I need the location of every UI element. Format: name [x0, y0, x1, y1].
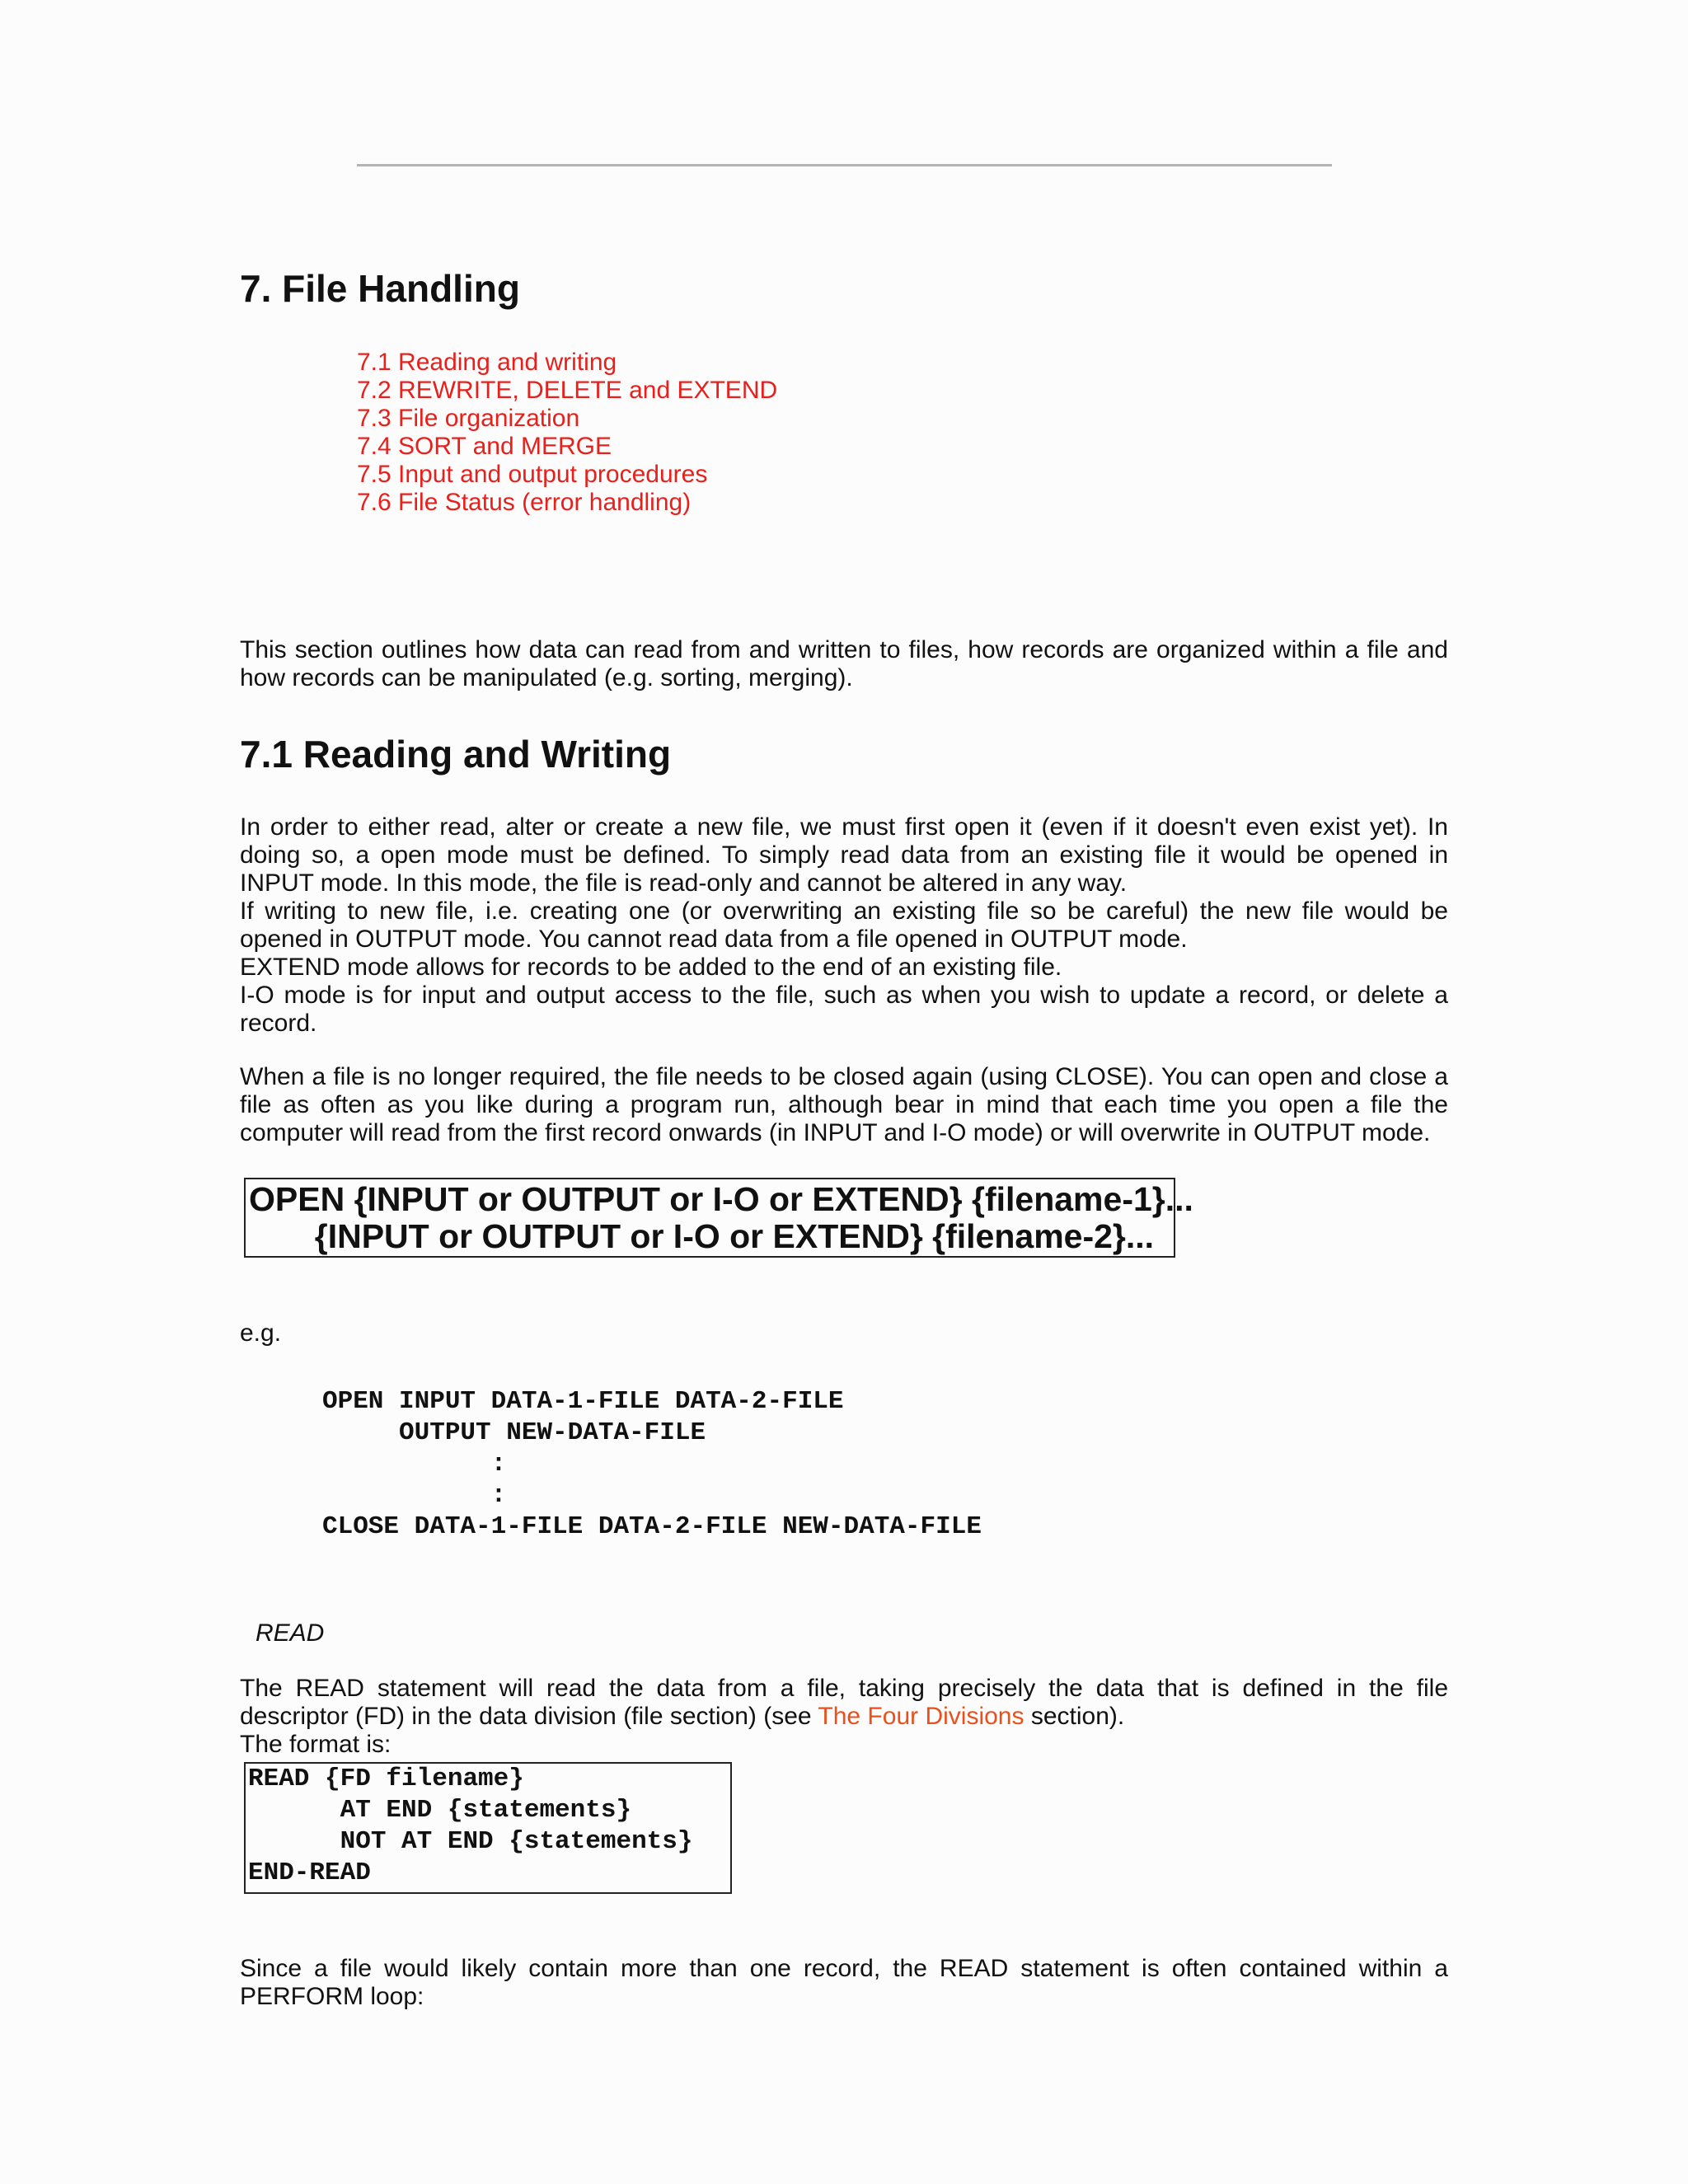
- read-subheading: READ: [256, 1619, 325, 1647]
- text-line: If writing to new file, i.e. creating one (or overwriting an existing file so be careful) the new file would be: [240, 898, 1448, 925]
- text-segment: descriptor (FD) in the data division (file section) (see: [240, 1703, 818, 1730]
- open-syntax-box: [244, 1178, 1193, 1258]
- text-line: how records can be manipulated (e.g. sorting, merging).: [240, 664, 853, 691]
- text-line: This section outlines how data can read from and written to files, how records are organized within a file and: [240, 636, 1448, 663]
- toc-item[interactable]: [357, 489, 777, 517]
- toc-item[interactable]: [357, 377, 777, 405]
- code-line: AT END {statements}: [248, 1796, 632, 1825]
- text-line: computer will read from the first record onwards (in INPUT and I-O mode) or will overwrite in OUTPUT mode.: [240, 1119, 1431, 1146]
- text-line: [240, 1703, 1448, 1731]
- toc-item[interactable]: [357, 349, 777, 377]
- read-description: [240, 1675, 1448, 1759]
- text-line: opened in OUTPUT mode. You cannot read data from a file opened in OUTPUT mode.: [240, 926, 1188, 953]
- text-line: The READ statement will read the data from a file, taking precisely the data that is defined in the file: [240, 1675, 1448, 1702]
- code-line: END-READ: [248, 1858, 371, 1887]
- perform-paragraph: [240, 1955, 1448, 2011]
- code-line: :: [322, 1450, 507, 1479]
- open-modes-paragraph: [240, 813, 1448, 1038]
- toc-link-7-4[interactable]: 7.4 SORT and MERGE: [357, 433, 612, 460]
- text-line: INPUT mode. In this mode, the file is read-only and cannot be altered in any way.: [240, 869, 1128, 897]
- text-line: PERFORM loop:: [240, 1983, 424, 2010]
- syntax-line: OPEN {INPUT or OUTPUT or I-O or EXTEND} {filename-1}...: [249, 1180, 1193, 1218]
- text-segment: section).: [1024, 1703, 1125, 1730]
- toc-item[interactable]: [357, 405, 777, 433]
- toc-link-7-6[interactable]: 7.6 File Status (error handling): [357, 489, 692, 516]
- open-example-code: [322, 1386, 982, 1543]
- code-line: OPEN INPUT DATA-1-FILE DATA-2-FILE: [322, 1387, 844, 1416]
- text-line: In order to either read, alter or create a new file, we must first open it (even if it doesn't even exist yet). In: [240, 813, 1448, 841]
- toc-link-7-2[interactable]: 7.2 REWRITE, DELETE and EXTEND: [357, 377, 778, 404]
- read-syntax-box: [244, 1762, 732, 1894]
- text-line: EXTEND mode allows for records to be added to the end of an existing file.: [240, 954, 1062, 981]
- code-line: :: [322, 1481, 507, 1510]
- table-of-contents: [357, 349, 777, 517]
- text-line: file as often as you like during a program run, although bear in mind that each time you open a file the: [240, 1091, 1448, 1118]
- close-paragraph: [240, 1063, 1448, 1147]
- intro-paragraph: [240, 636, 1448, 692]
- code-line: NOT AT END {statements}: [248, 1827, 693, 1856]
- toc-link-7-3[interactable]: 7.3 File organization: [357, 405, 580, 432]
- toc-link-7-1[interactable]: 7.1 Reading and writing: [357, 349, 617, 376]
- section-title: 7.1 Reading and Writing: [240, 733, 672, 776]
- example-label: e.g.: [240, 1319, 282, 1347]
- header-rule: [357, 164, 1332, 166]
- code-line: OUTPUT NEW-DATA-FILE: [322, 1418, 706, 1447]
- toc-item[interactable]: [357, 433, 777, 461]
- text-line: I-O mode is for input and output access to the file, such as when you wish to update a record, or delete a: [240, 982, 1448, 1009]
- code-line: CLOSE DATA-1-FILE DATA-2-FILE NEW-DATA-FILE: [322, 1512, 982, 1541]
- text-line: When a file is no longer required, the file needs to be closed again (using CLOSE). You can open and close a: [240, 1063, 1448, 1090]
- toc-link-7-5[interactable]: 7.5 Input and output procedures: [357, 461, 708, 488]
- text-line: record.: [240, 1010, 317, 1037]
- text-line: doing so, a open mode must be defined. To simply read data from an existing file it would be opened in: [240, 841, 1448, 869]
- syntax-line: {INPUT or OUTPUT or I-O or EXTEND} {filename-2}...: [249, 1217, 1155, 1255]
- chapter-title: 7. File Handling: [240, 267, 520, 310]
- code-line: READ {FD filename}: [248, 1765, 524, 1793]
- text-line: Since a file would likely contain more than one record, the READ statement is often contained within a: [240, 1955, 1448, 1982]
- four-divisions-link[interactable]: The Four Divisions: [818, 1703, 1025, 1730]
- text-line: The format is:: [240, 1731, 392, 1758]
- toc-item[interactable]: [357, 461, 777, 489]
